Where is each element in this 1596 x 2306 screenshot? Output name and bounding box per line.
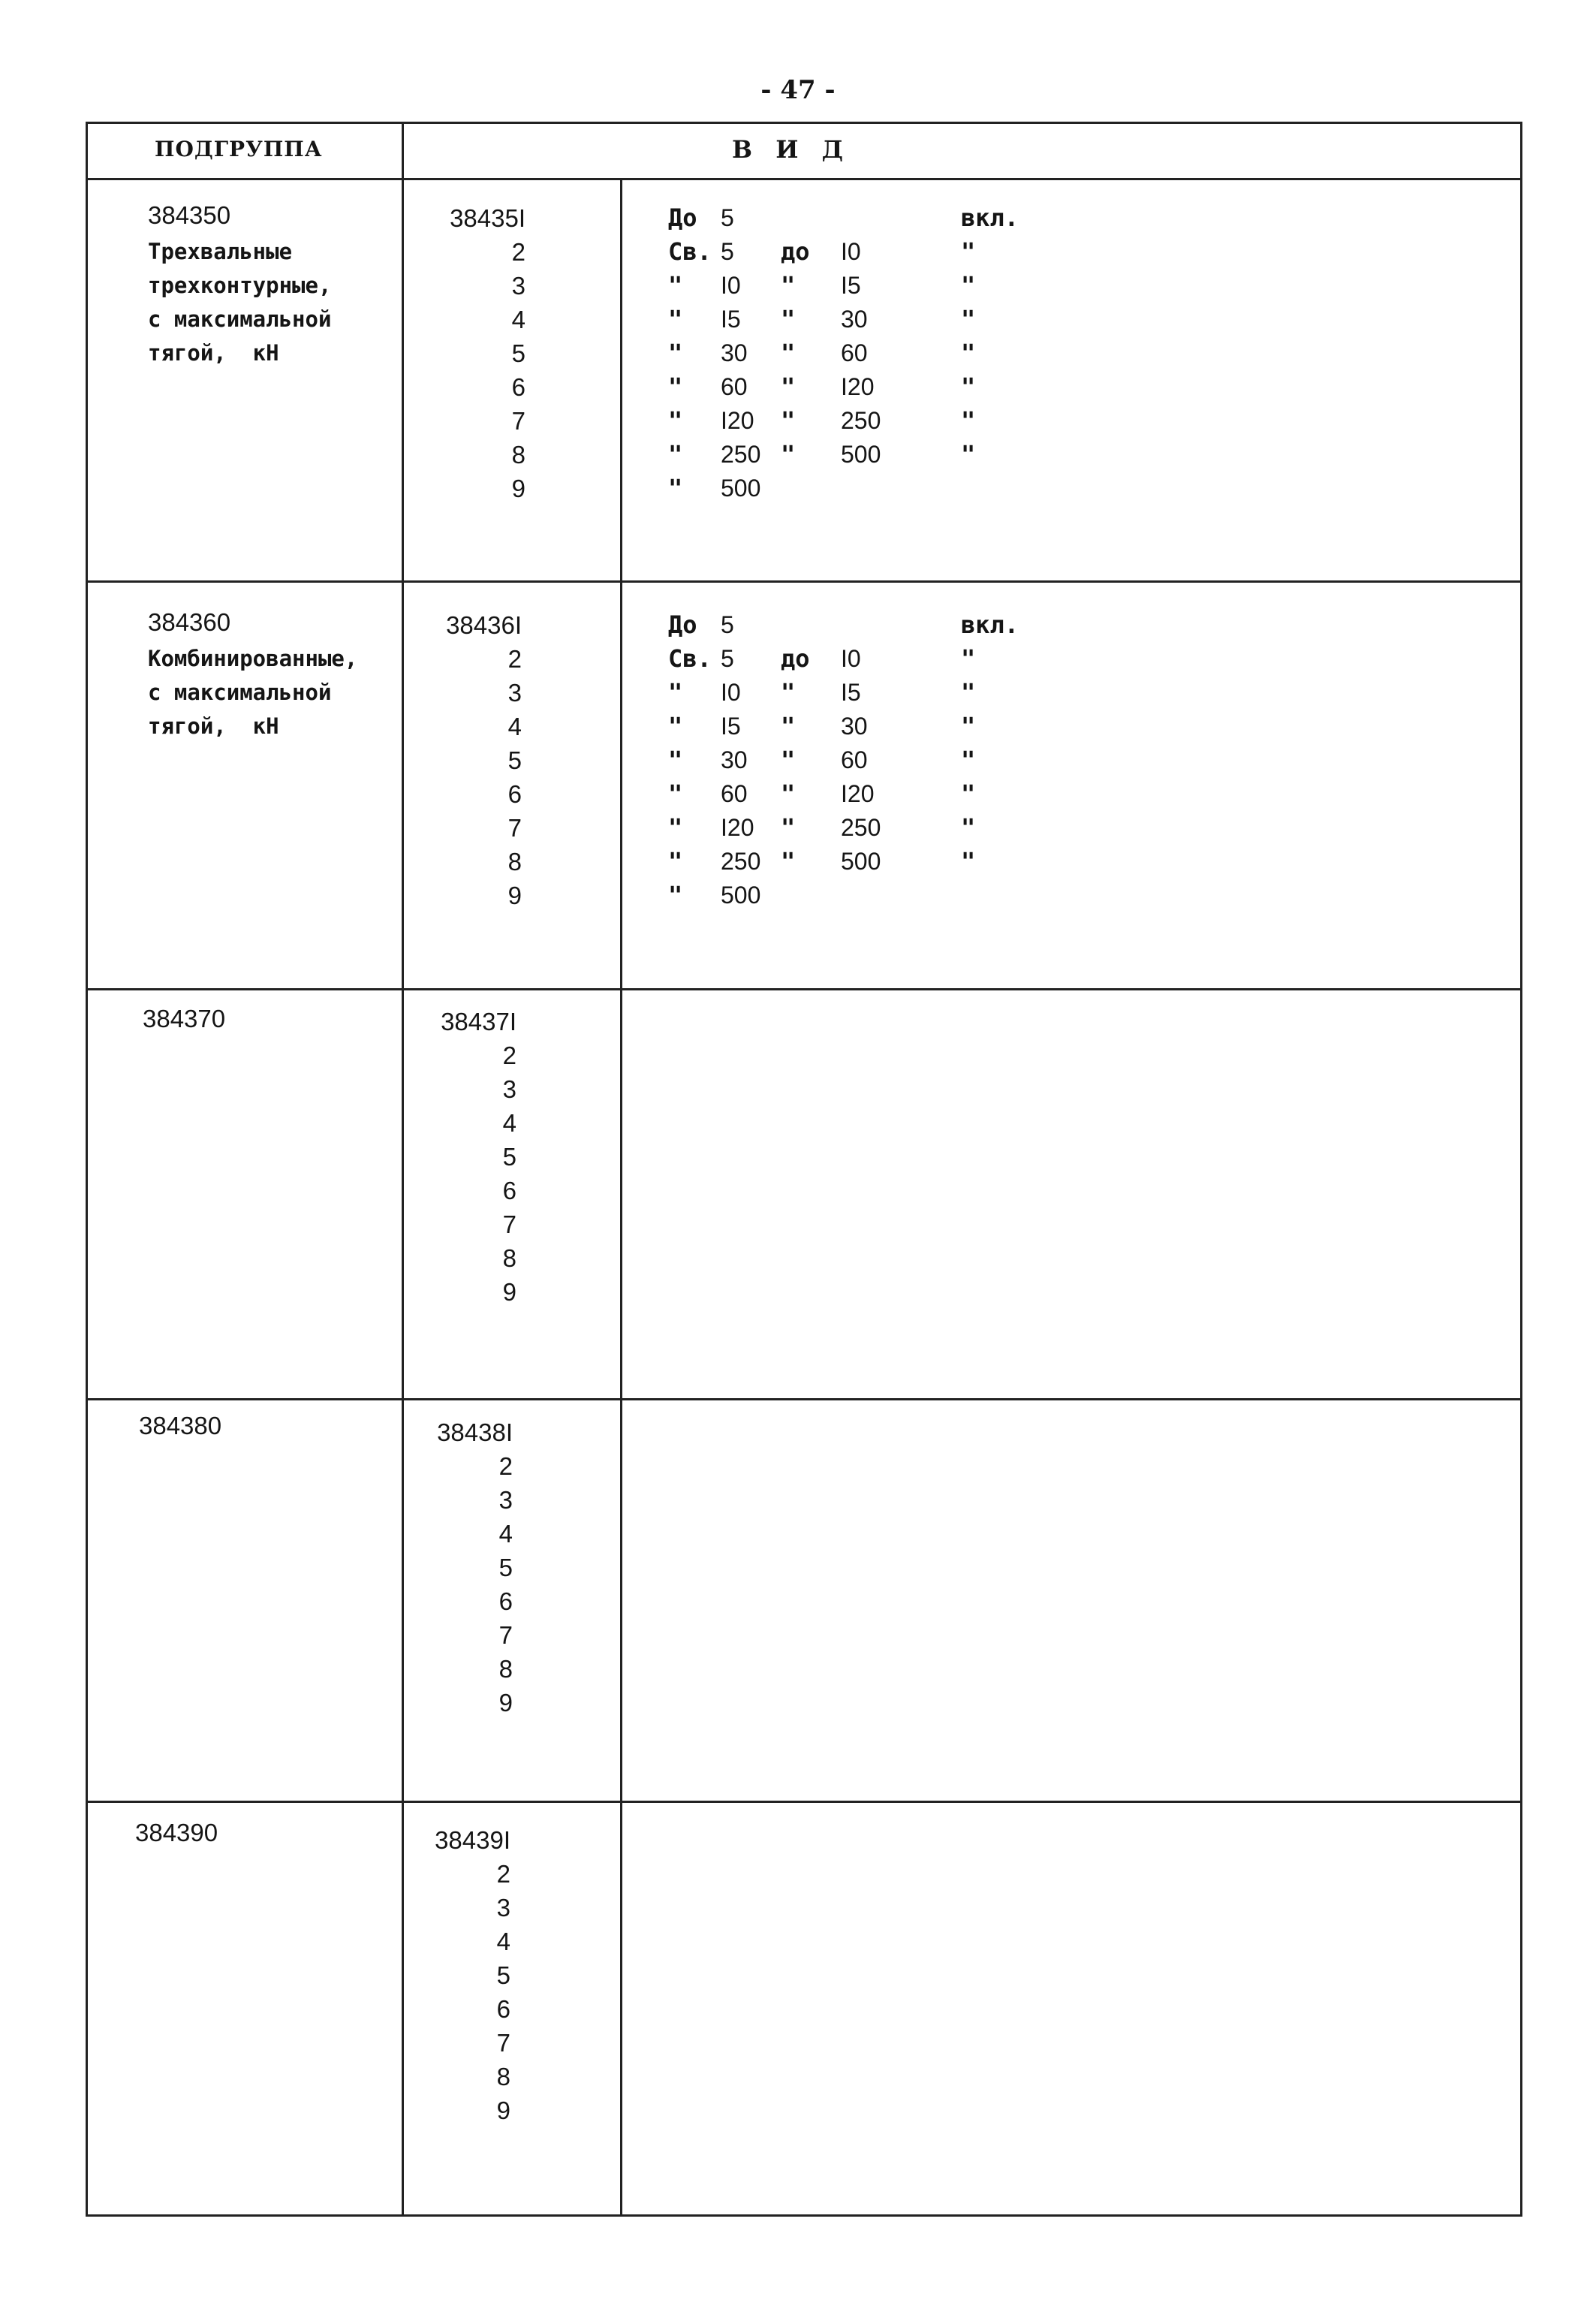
code-item: 4	[502, 1109, 516, 1137]
header-subgroup: ПОДГРУППА	[155, 137, 323, 161]
code-item: 2	[496, 1860, 510, 1888]
code-item: 7	[511, 407, 525, 435]
row-divider-1	[86, 580, 1522, 583]
code-list	[417, 608, 522, 912]
code-item: 4	[507, 713, 522, 740]
subgroup-code: 384350	[148, 201, 231, 229]
page-number: - 47 -	[760, 75, 836, 105]
code-list	[420, 201, 525, 505]
code-item: 8	[507, 848, 522, 876]
code-item: 4	[496, 1928, 510, 1955]
code-item: 2	[498, 1452, 513, 1480]
subgroup-code: 384360	[148, 608, 231, 636]
subgroup-description: Комбинированные, с максимальной тягой, кН	[148, 646, 358, 739]
subgroup-code: 384380	[139, 1412, 222, 1439]
code-item: 9	[507, 882, 522, 909]
code-item: 5	[507, 746, 522, 774]
subgroup-code: 384390	[135, 1819, 218, 1846]
code-item: 7	[507, 814, 522, 842]
code-item: 2	[511, 238, 525, 266]
code-item: 6	[496, 1995, 510, 2023]
code-item: 6	[502, 1177, 516, 1204]
code-item: 6	[498, 1587, 513, 1615]
row-divider-3	[86, 1398, 1522, 1400]
code-item: 5	[511, 339, 525, 367]
row-divider-4	[86, 1801, 1522, 1803]
code-item: 8	[496, 2063, 510, 2090]
code-item: 7	[496, 2029, 510, 2057]
code-item: 5	[496, 1961, 510, 1989]
header-vid: В И Д	[732, 135, 851, 164]
subgroup-description: Трехвальные трехконтурные, с максимальной тягой, кН	[148, 239, 332, 366]
code-list	[408, 1415, 513, 1720]
code-item: 9	[502, 1278, 516, 1306]
code-item: 38435I	[450, 204, 525, 232]
code-list	[405, 1823, 510, 2127]
code-item: 3	[502, 1075, 516, 1103]
code-item: 4	[511, 306, 525, 333]
code-item: 38439I	[435, 1826, 510, 1854]
code-item: 6	[511, 373, 525, 401]
code-item: 3	[507, 679, 522, 707]
code-item: 7	[502, 1210, 516, 1238]
code-item: 38438I	[437, 1418, 513, 1446]
code-item: 9	[511, 475, 525, 502]
code-item: 38437I	[441, 1008, 516, 1035]
code-item: 8	[498, 1655, 513, 1683]
code-item: 2	[502, 1041, 516, 1069]
code-item: 8	[511, 441, 525, 469]
code-item: 3	[498, 1486, 513, 1514]
code-item: 7	[498, 1621, 513, 1649]
code-item: 4	[498, 1520, 513, 1548]
code-item: 2	[507, 645, 522, 673]
code-item: 9	[496, 2097, 510, 2124]
subgroup-code: 384370	[143, 1005, 226, 1032]
column-divider-vid	[620, 180, 622, 2217]
code-item: 5	[502, 1143, 516, 1171]
code-list	[411, 1005, 516, 1309]
row-divider-2	[86, 988, 1522, 990]
table-frame	[86, 122, 1522, 2217]
code-item: 8	[502, 1244, 516, 1272]
code-item: 9	[498, 1689, 513, 1717]
code-item: 6	[507, 780, 522, 808]
code-item: 3	[496, 1894, 510, 1922]
code-item: 5	[498, 1554, 513, 1581]
code-item: 38436I	[446, 611, 522, 639]
code-item: 3	[511, 272, 525, 300]
column-divider-subgroup	[402, 122, 404, 2217]
header-divider	[86, 178, 1522, 180]
